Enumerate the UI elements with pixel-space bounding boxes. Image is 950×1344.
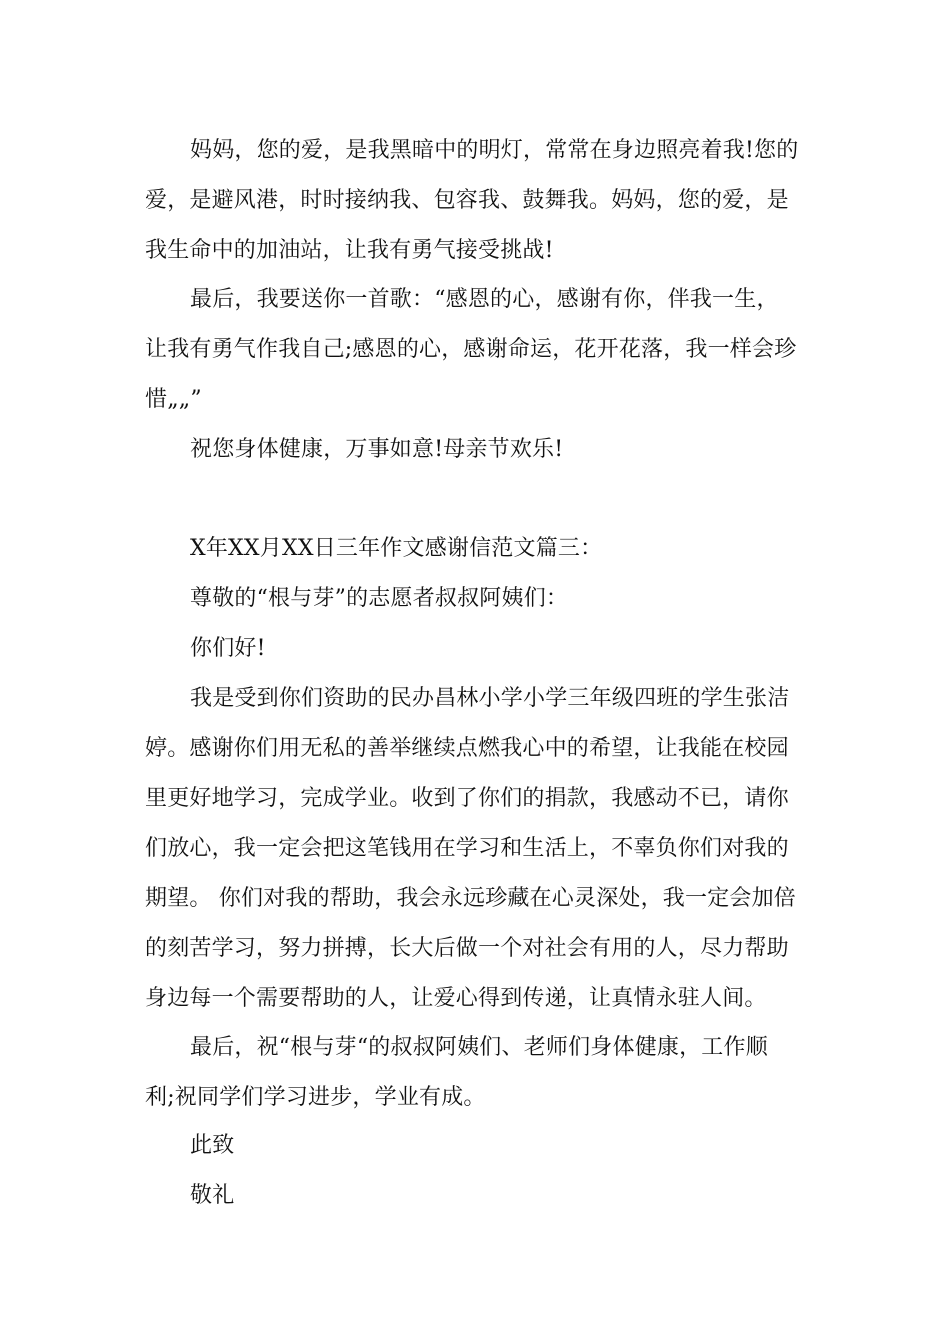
text-line: 利;祝同学们学习进步，学业有成。 [145, 1085, 486, 1110]
greeting [145, 624, 810, 674]
text-line: 此致 [190, 1133, 235, 1158]
text-line: 最后，我要送你一首歌：“感恩的心，感谢有你，伴我一生， [190, 287, 779, 312]
text-line: 婷。感谢你们用无私的善举继续点燃我心中的希望，让我能在校园 [145, 736, 789, 761]
text-line: 妈妈，您的爱，是我黑暗中的明灯，常常在身边照亮着我!您的 [190, 138, 799, 163]
text-line: X年XX月XX日三年作文感谢信范文篇三： [190, 536, 603, 561]
text-line: 祝您身体健康，万事如意!母亲节欢乐! [190, 437, 564, 462]
section-heading [145, 524, 810, 574]
closing-cizhi [145, 1121, 810, 1171]
text-line: 我生命中的加油站，让我有勇气接受挑战! [145, 238, 554, 263]
salutation [145, 574, 810, 624]
text-line: 惜„„” [145, 387, 202, 412]
text-line: 你们好! [190, 636, 266, 661]
paragraph-closing-wishes [145, 1023, 810, 1123]
paragraph-mothers-love [145, 126, 810, 276]
paragraph-song [145, 275, 810, 425]
text-line: 的刻苦学习，努力拼搏，长大后做一个对社会有用的人，尽力帮助 [145, 936, 789, 961]
text-line: 尊敬的“根与芽”的志愿者叔叔阿姨们： [190, 586, 569, 611]
text-line: 期望。 你们对我的帮助，我会永远珍藏在心灵深处，我一定会加倍 [145, 886, 796, 911]
text-line: 里更好地学习，完成学业。收到了你们的捐款，我感动不已，请你 [145, 786, 789, 811]
text-line: 身边每一个需要帮助的人，让爱心得到传递，让真情永驻人间。 [145, 986, 767, 1011]
paragraph-body [145, 674, 810, 1024]
text-line: 我是受到你们资助的民办昌林小学小学三年级四班的学生张洁 [190, 686, 790, 711]
text-line: 们放心，我一定会把这笔钱用在学习和生活上，不辜负你们对我的 [145, 836, 789, 861]
text-line: 让我有勇气作我自己;感恩的心，感谢命运，花开花落，我一样会珍 [145, 337, 797, 362]
closing-jingli [145, 1171, 810, 1221]
text-line: 最后，祝“根与芽“的叔叔阿姨们、老师们身体健康，工作顺 [190, 1035, 768, 1060]
paragraph-wishes [145, 425, 810, 475]
text-line: 敬礼 [190, 1183, 235, 1208]
text-line: 爱，是避风港，时时接纳我、包容我、鼓舞我。妈妈，您的爱，是 [145, 188, 789, 213]
